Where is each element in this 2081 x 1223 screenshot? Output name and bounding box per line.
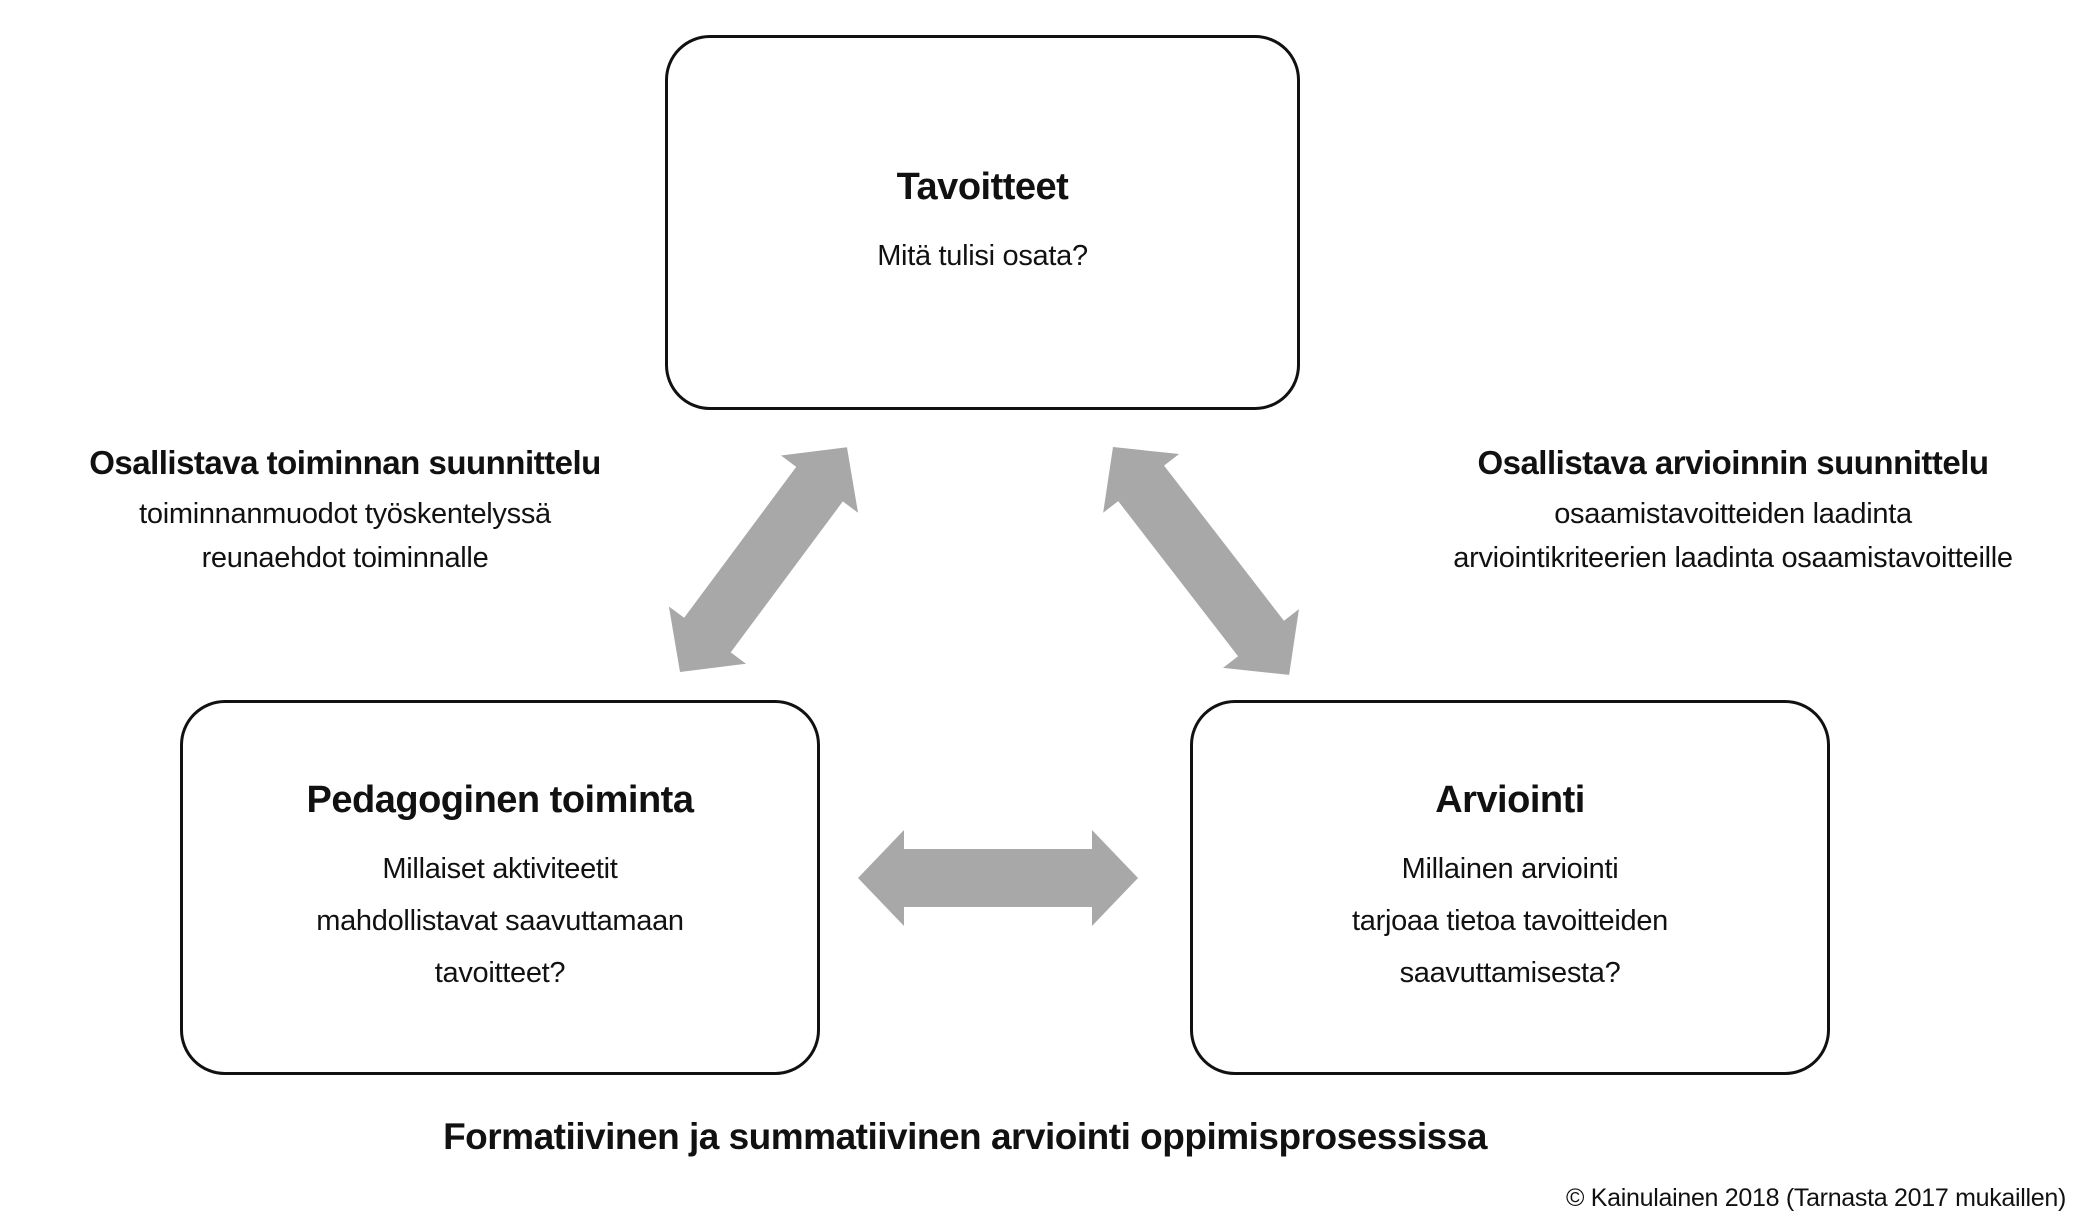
annotation-right-title: Osallistava arvioinnin suunnittelu: [1477, 444, 1989, 481]
box-arviointi: [1190, 700, 1830, 1075]
box-arviointi-title: Arviointi: [1435, 778, 1585, 821]
annotation-left-line: toiminnanmuodot työskentelyssä: [139, 498, 551, 530]
box-tavoitteet-title: Tavoitteet: [896, 165, 1069, 208]
box-pedagoginen-line: mahdollistavat saavuttamaan: [316, 904, 684, 937]
copyright-credit: © Kainulainen 2018 (Tarnasta 2017 mukaillen): [1566, 1184, 2066, 1212]
box-pedagoginen-line: Millaiset aktiviteetit: [382, 852, 618, 885]
double-arrow-tavoitteet-arviointi: [1075, 418, 1327, 705]
box-arviointi-line: Millainen arviointi: [1401, 852, 1619, 885]
box-pedagoginen-toiminta: [180, 700, 820, 1075]
annotation-left: [10, 442, 680, 580]
box-arviointi-line: saavuttamisesta?: [1399, 956, 1621, 989]
annotation-right: [1385, 442, 2081, 580]
box-pedagoginen-line: tavoitteet?: [434, 956, 566, 989]
annotation-left-title: Osallistava toiminnan suunnittelu: [89, 444, 601, 481]
annotation-left-line: reunaehdot toiminnalle: [201, 542, 489, 574]
footer-title: Formatiivinen ja summatiivinen arviointi oppimisprosessissa: [443, 1116, 1487, 1157]
box-pedagoginen-title: Pedagoginen toiminta: [306, 778, 694, 821]
box-arviointi-line: tarjoaa tietoa tavoitteiden: [1352, 904, 1668, 937]
double-arrow-pedagoginen-arviointi: [858, 830, 1138, 926]
box-tavoitteet-line: Mitä tulisi osata?: [877, 239, 1088, 272]
box-tavoitteet: [665, 35, 1300, 410]
annotation-right-line: osaamistavoitteiden laadinta: [1554, 498, 1912, 530]
annotation-right-line: arviointikriteerien laadinta osaamistavoitteille: [1453, 542, 2013, 574]
